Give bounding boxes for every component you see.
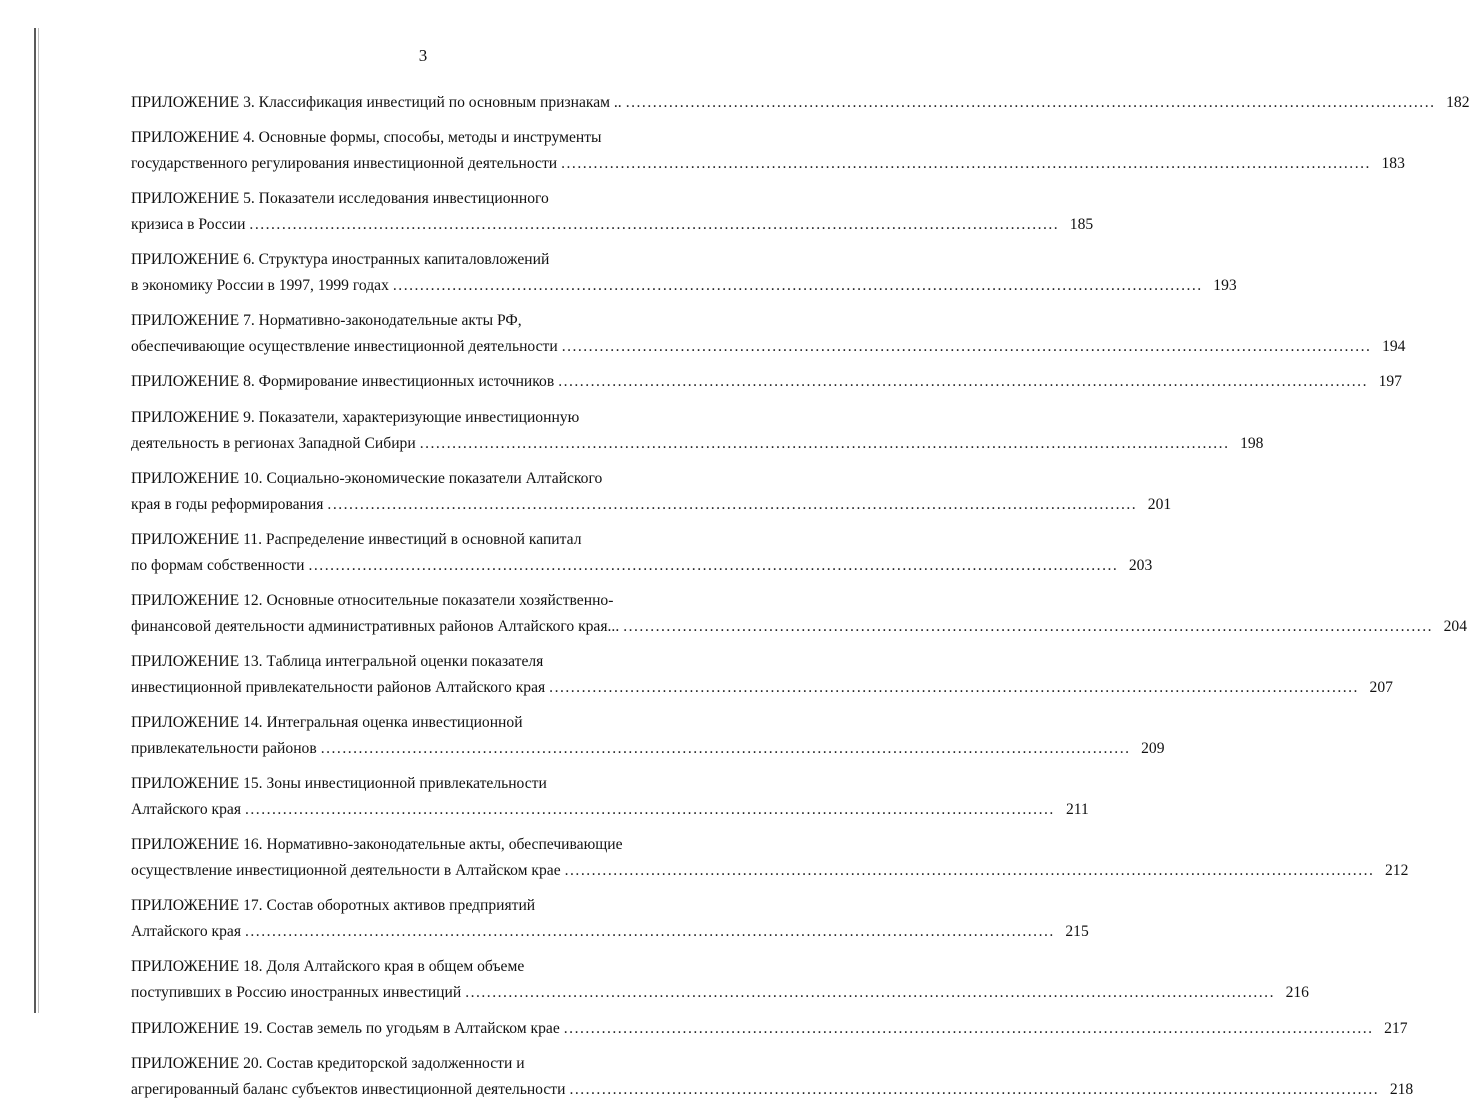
toc-entry-last-line <box>131 1016 1408 1042</box>
dot-leader: ...................................................................................................................................................... <box>623 617 1433 635</box>
dot-leader: ...................................................................................................................................................... <box>320 740 1131 758</box>
dot-leader: ...................................................................................................................................................... <box>419 434 1230 452</box>
toc-entry <box>131 466 1172 518</box>
toc-entry-title-line: ПРИЛОЖЕНИЕ 18. Доля Алтайского края в общем объеме <box>131 958 525 976</box>
toc-entry-page-number: 193 <box>1213 277 1237 295</box>
toc-entry-title-line: поступивших в Россию иностранных инвестиций <box>131 984 462 1002</box>
toc-entry-title-line: ПРИЛОЖЕНИЕ 6. Структура иностранных капиталовложений <box>131 251 550 269</box>
toc-entry-page-number: 203 <box>1128 556 1153 574</box>
toc-entry-title-line: осуществление инвестиционной деятельности в Алтайском крае <box>131 862 561 880</box>
toc-entry-last-line <box>131 212 1094 238</box>
toc-entry-title-line: ПРИЛОЖЕНИЕ 8. Формирование инвестиционных источников <box>131 373 555 391</box>
toc-entry-page-number: 212 <box>1385 862 1409 880</box>
toc-entry-title-line: ПРИЛОЖЕНИЕ 4. Основные формы, способы, методы и инструменты <box>131 129 602 147</box>
toc-entry-page-number: 197 <box>1378 373 1402 391</box>
toc-entry-title-line: Алтайского края <box>131 801 241 819</box>
toc-entry <box>131 954 1309 1006</box>
toc-entry-title-line: привлекательности районов <box>131 740 317 758</box>
dot-leader: ...................................................................................................................................................... <box>308 556 1119 574</box>
toc-entry-title-line: Алтайского края <box>131 923 241 941</box>
scan-binding-edge-shadow <box>38 28 39 1013</box>
toc-entry-page-number: 204 <box>1443 617 1467 635</box>
toc-entry-title-line: ПРИЛОЖЕНИЕ 11. Распределение инвестиций в основной капитал <box>131 530 582 548</box>
toc-entry-title-line: ПРИЛОЖЕНИЕ 12. Основные относительные показатели хозяйственно- <box>131 591 614 609</box>
toc-entry <box>131 527 1153 579</box>
dot-leader: ...................................................................................................................................................... <box>561 155 1371 173</box>
toc-entry-last-line <box>131 614 1467 640</box>
toc-entry-last-line <box>131 369 1402 395</box>
toc-entry-page-number: 207 <box>1369 678 1393 696</box>
toc-entry <box>131 1016 1408 1042</box>
toc-entry <box>131 405 1264 457</box>
toc-entry-title-line: ПРИЛОЖЕНИЕ 16. Нормативно-законодательные акты, обеспечивающие <box>131 836 623 854</box>
toc-entry-last-line <box>131 919 1089 945</box>
toc-entry-title-line: обеспечивающие осуществление инвестиционной деятельности <box>131 338 558 356</box>
toc-entry-title-line: агрегированный баланс субъектов инвестиционной деятельности <box>131 1080 566 1098</box>
toc-entry <box>131 893 1089 945</box>
toc-entry-last-line <box>131 334 1406 360</box>
toc-entry-title-line: государственного регулирования инвестиционной деятельности <box>131 155 558 173</box>
toc-entry-page-number: 218 <box>1389 1080 1414 1098</box>
dot-leader: ...................................................................................................................................................... <box>564 862 1375 880</box>
toc-entry <box>131 710 1165 762</box>
toc-entry-page-number: 198 <box>1240 434 1264 452</box>
toc-entry-title-line: инвестиционной привлекательности районов Алтайского края <box>131 678 546 696</box>
dot-leader: ...................................................................................................................................................... <box>558 373 1368 391</box>
toc-entry <box>131 186 1094 238</box>
toc-entry-last-line <box>131 431 1264 457</box>
toc-entry-page-number: 201 <box>1147 495 1172 513</box>
toc-entry-last-line <box>131 553 1153 579</box>
toc-entry-last-line <box>131 736 1165 762</box>
toc-entry-last-line <box>131 675 1393 701</box>
toc-entry-last-line <box>131 858 1409 884</box>
toc-entry <box>131 832 1409 884</box>
toc-entry <box>131 369 1402 395</box>
toc-entry-last-line <box>131 980 1309 1006</box>
scan-binding-edge <box>34 28 36 1013</box>
toc-entry-title-line: ПРИЛОЖЕНИЕ 20. Состав кредиторской задолженности и <box>131 1054 525 1072</box>
dot-leader: ...................................................................................................................................................... <box>245 801 1055 819</box>
toc-entry-title-line: деятельность в регионах Западной Сибири <box>131 434 416 452</box>
toc-entry-last-line <box>131 492 1172 518</box>
toc-entry-title-line: ПРИЛОЖЕНИЕ 19. Состав земель по угодьям в Алтайском крае <box>131 1019 560 1037</box>
dot-leader: ...................................................................................................................................................... <box>549 678 1359 696</box>
toc-entry-page-number: 183 <box>1381 155 1405 173</box>
dot-leader: ...................................................................................................................................................... <box>249 216 1060 234</box>
dot-leader: ...................................................................................................................................................... <box>392 277 1203 295</box>
dot-leader: ...................................................................................................................................................... <box>327 495 1138 513</box>
toc-entry-page-number: 216 <box>1285 984 1309 1002</box>
toc-entry <box>131 1051 1414 1103</box>
toc-entry-page-number: 194 <box>1382 338 1406 356</box>
table-of-contents <box>131 90 1469 1112</box>
toc-entry-page-number: 182 <box>1446 94 1469 111</box>
dot-leader: ...................................................................................................................................................... <box>563 1019 1374 1037</box>
toc-entry-title-line: кризиса в России <box>131 216 246 234</box>
page-number: 3 <box>418 46 428 65</box>
dot-leader: ...................................................................................................................................................... <box>245 923 1055 941</box>
toc-entry-title-line: ПРИЛОЖЕНИЕ 3. Классификация инвестиций по основным признакам .. <box>131 94 622 111</box>
toc-entry-title-line: финансовой деятельности административных районов Алтайского края... <box>131 617 620 635</box>
toc-entry-last-line <box>131 797 1089 823</box>
toc-entry-last-line <box>131 151 1405 177</box>
toc-entry-title-line: по формам собственности <box>131 556 305 574</box>
toc-entry <box>131 308 1406 360</box>
toc-entry-title-line: края в годы реформирования <box>131 495 324 513</box>
dot-leader: ...................................................................................................................................................... <box>465 984 1275 1002</box>
toc-entry-title-line: ПРИЛОЖЕНИЕ 13. Таблица интегральной оценки показателя <box>131 652 544 670</box>
toc-entry-title-line: ПРИЛОЖЕНИЕ 7. Нормативно-законодательные акты РФ, <box>131 312 522 330</box>
dot-leader: ...................................................................................................................................................... <box>561 338 1372 356</box>
toc-entry-title-line: ПРИЛОЖЕНИЕ 5. Показатели исследования инвестиционного <box>131 190 549 208</box>
dot-leader: ...................................................................................................................................................... <box>625 94 1436 111</box>
toc-entry-page-number: 211 <box>1065 801 1089 819</box>
toc-entry-title-line: ПРИЛОЖЕНИЕ 17. Состав оборотных активов предприятий <box>131 897 536 915</box>
toc-entry-page-number: 209 <box>1141 740 1165 758</box>
toc-entry <box>131 125 1405 177</box>
toc-entry <box>131 90 1469 116</box>
toc-entry-page-number: 185 <box>1069 216 1094 234</box>
toc-entry-title-line: в экономику России в 1997, 1999 годах <box>131 277 389 295</box>
toc-entry-last-line <box>131 1077 1414 1103</box>
toc-entry <box>131 771 1089 823</box>
toc-entry-page-number: 215 <box>1065 923 1089 941</box>
toc-entry-last-line <box>131 90 1469 116</box>
toc-entry-title-line: ПРИЛОЖЕНИЕ 9. Показатели, характеризующие инвестиционную <box>131 408 580 426</box>
toc-entry-page-number: 217 <box>1384 1019 1408 1037</box>
dot-leader: ...................................................................................................................................................... <box>569 1080 1380 1098</box>
toc-entry-title-line: ПРИЛОЖЕНИЕ 14. Интегральная оценка инвестиционной <box>131 714 523 732</box>
toc-entry-title-line: ПРИЛОЖЕНИЕ 15. Зоны инвестиционной привлекательности <box>131 775 547 793</box>
toc-entry-title-line: ПРИЛОЖЕНИЕ 10. Социально-экономические показатели Алтайского <box>131 469 603 487</box>
toc-entry <box>131 649 1393 701</box>
toc-entry <box>131 588 1467 640</box>
toc-entry <box>131 247 1237 299</box>
toc-entry-last-line <box>131 273 1237 299</box>
